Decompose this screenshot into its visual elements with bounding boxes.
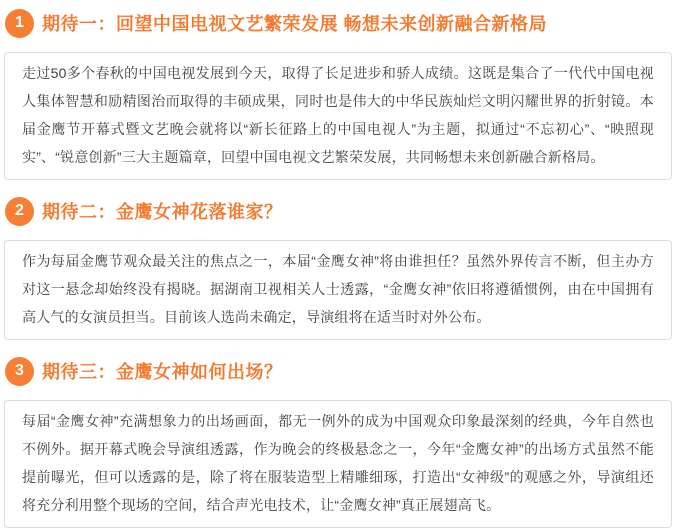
section-paragraph: 作为每届金鹰节观众最关注的焦点之一，本届“金鹰女神”将由谁担任？虽然外界传言不断，但主办方对这一悬念却始终没有揭晓。据湖南卫视相关人士透露，“金鹰女神”依旧将遵循惯例，由在中国拥有高人气的女演员担当。目前该人选尚未确定，导演组将在适当时对外公布。	[22, 253, 654, 325]
section-content-box	[4, 400, 672, 528]
section-expectation-1	[4, 8, 672, 180]
section-number-badge: 2	[5, 197, 34, 226]
section-number-badge: 1	[5, 9, 34, 38]
section-expectation-2	[4, 196, 672, 340]
section-header-3	[5, 356, 672, 386]
section-title: 期待三：金鹰女神如何出场？	[42, 362, 283, 382]
section-header-2	[5, 196, 672, 226]
section-paragraph: 走过50多个春秋的中国电视发展到今天，取得了长足进步和骄人成绩。这既是集合了一代代中国电视人集体智慧和励精图治而取得的丰硕成果，同时也是伟大的中华民族灿烂文明闪耀世界的折射镜。本届金鹰节开幕式暨文艺晚会就将以“新长征路上的中国电视人”为主题，拟通过“不忘初心”、“映照现实”、“锐意创新”三大主题篇章，回望中国电视文艺繁荣发展，共同畅想未来创新融合新格局。	[22, 65, 654, 165]
section-header-1	[5, 8, 672, 38]
section-title: 期待一：回望中国电视文艺繁荣发展 畅想未来创新融合新格局	[42, 14, 547, 34]
section-number-badge: 3	[5, 357, 34, 386]
section-content-box	[4, 240, 672, 340]
section-paragraph: 每届“金鹰女神”充满想象力的出场画面，都无一例外的成为中国观众印象最深刻的经典，今年自然也不例外。据开幕式晚会导演组透露，作为晚会的终极悬念之一，今年“金鹰女神”的出场方式虽然不能提前曝光，但可以透露的是，除了将在服装造型上精雕细琢，打造出“女神级”的观感之外，导演组还将充分利用整个现场的空间，结合声光电技术，让“金鹰女神”真正展翅高飞。	[22, 413, 654, 513]
section-expectation-3	[4, 356, 672, 528]
section-title: 期待二：金鹰女神花落谁家？	[42, 202, 283, 222]
section-content-box	[4, 52, 672, 180]
